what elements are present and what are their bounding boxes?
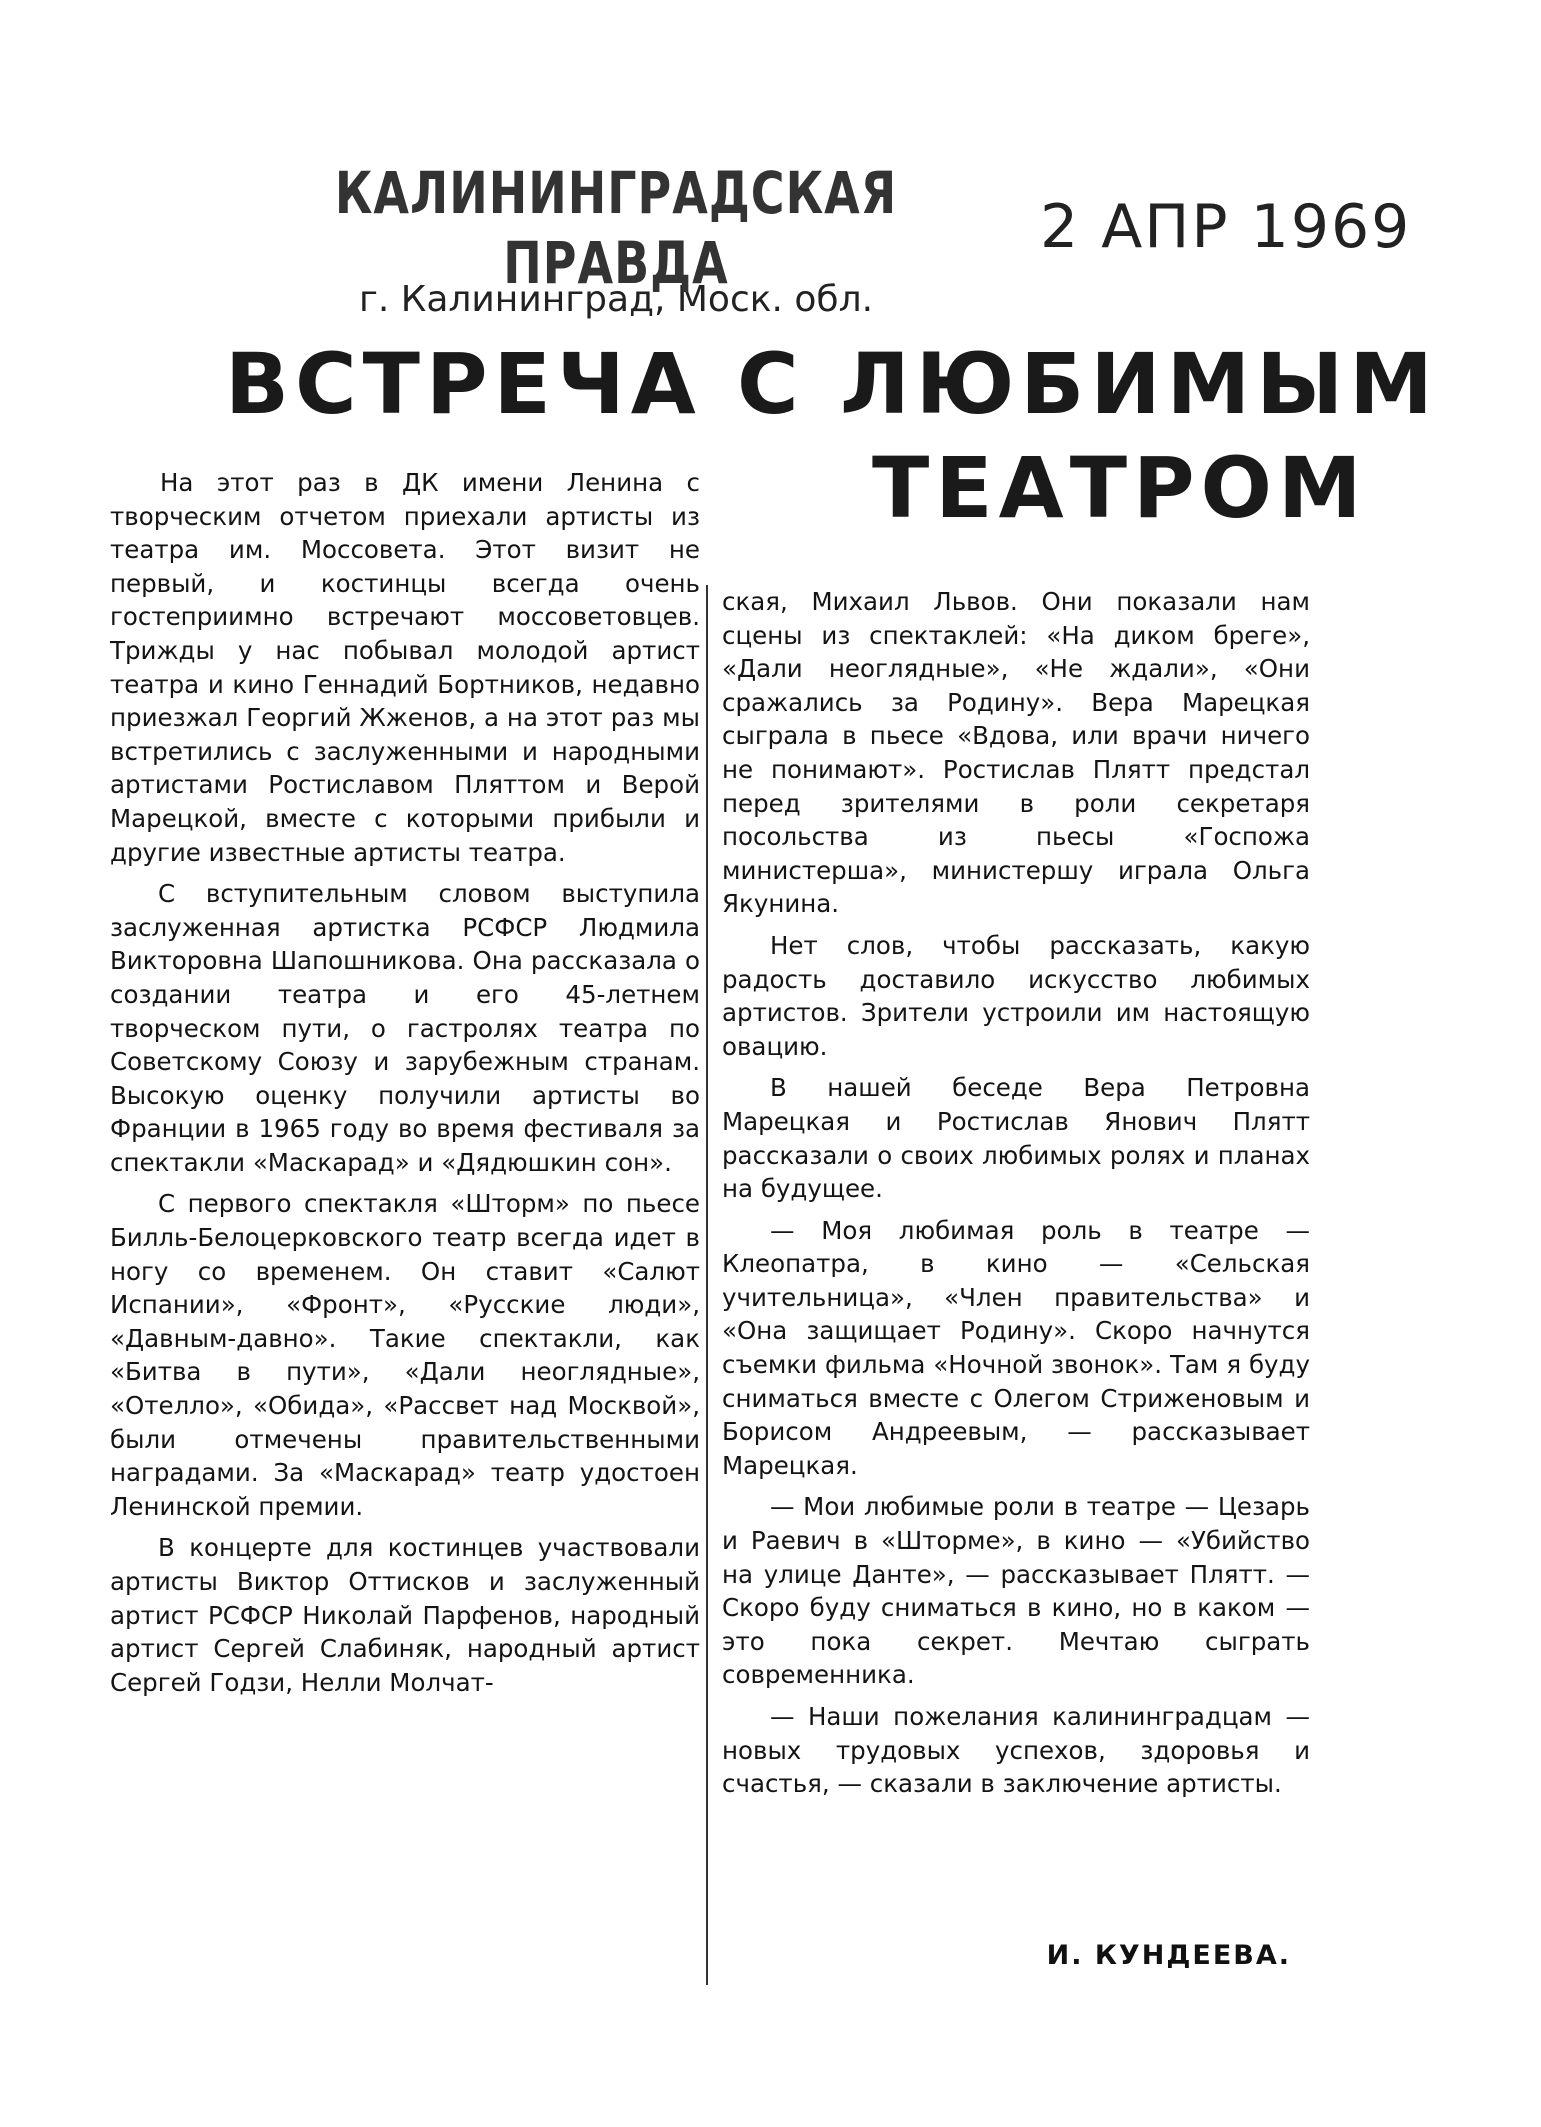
paragraph: — Моя любимая роль в театре — Клеопатра, в кино — «Сельская учительница», «Член правительства» и «Она защищает Родину». Скоро начнутся съемки фильма «Ночной звонок». Там я буду сниматься вместе с Олегом Стриженовым и Борисом Андреевым, — рассказывает Марецкая.	[722, 1215, 1310, 1480]
author-signature: И. КУНДЕЕВА.	[1046, 1940, 1291, 1971]
paragraph: — Наши пожелания калининградцам — новых трудовых успехов, здоровья и счастья, — сказали в заключение артисты.	[722, 1702, 1310, 1799]
paragraph: В нашей беседе Вера Петровна Марецкая и Ростислав Янович Плятт рассказали о своих любимых ролях и планах на будущее.	[722, 1073, 1310, 1204]
column-divider	[706, 585, 708, 1985]
paragraph: С вступительным словом выступила заслуженная артистка РСФСР Людмила Викторовна Шапошникова. Она рассказала о создании театра и его 45-летнем творческом пути, о гастролях театра по Советскому Союзу и зарубежным странам. Высокую оценку получили артисты во Франции в 1965 году во время фестиваля за спектакли «Маскарад» и «Дядюшкин сон».	[110, 879, 700, 1177]
paragraph: С первого спектакля «Шторм» по пьесе Билль-Белоцерковского театр всегда идет в ногу со временем. Он ставит «Салют Испании», «Фронт», «Русские люди», «Давным-давно». Такие спектакли, как «Битва в пути», «Дали неоглядные», «Отелло», «Обида», «Рассвет над Москвой», были отмечены правительственными наградами. За «Маскарад» театр удостоен Ленинской премии.	[110, 1189, 700, 1521]
headline-line-1: ВСТРЕЧА С ЛЮБИМЫМ	[225, 335, 1439, 433]
article-left-column	[110, 466, 700, 1707]
paragraph: На этот раз в ДК имени Ленина с творческим отчетом приехали артисты из театра им. Моссовета. Этот визит не первый, и костинцы всегда очень гостеприимно встречают моссоветовцев. Трижды у нас побывал молодой артист театра и кино Геннадий Бортников, недавно приезжал Георгий Жженов, а на этот раз мы встретились с заслуженными и народными артистами Ростиславом Пляттом и Верой Марецкой, вместе с которыми прибыли и другие известные артисты театра.	[110, 468, 700, 867]
paragraph: В концерте для костинцев участвовали артисты Виктор Оттисков и заслуженный артист РСФСР Николай Парфенов, народный артист Сергей Слабиняк, народный артист Сергей Годзи, Нелли Молчат-	[110, 1533, 700, 1697]
paragraph: — Мои любимые роли в театре — Цезарь и Раевич в «Шторме», в кино — «Убийство на улице Данте», — рассказывает Плятт. — Скоро буду сниматься в кино, но в каком — это пока секрет. Мечтаю сыграть современника.	[722, 1492, 1310, 1690]
paragraph: Нет слов, чтобы рассказать, какую радость доставило искусство любимых артистов. Зрители устроили им настоящую овацию.	[722, 930, 1310, 1061]
newspaper-city: г. Калининград, Моск. обл.	[358, 279, 874, 320]
newspaper-name: КАЛИНИНГРАДСКАЯ ПРАВДА	[334, 159, 898, 297]
paragraph: ская, Михаил Львов. Они показали нам сцены из спектаклей: «На диком бреге», «Дали неоглядные», «Не ждали», «Они сражались за Родину». Вера Марецкая сыграла в пьесе «Вдова, или врачи ничего не понимают». Ростислав Плятт предстал перед зрителями в роли секретаря посольства из пьесы «Госпожа министерша», министершу играла Ольга Якунина.	[722, 587, 1310, 919]
article-right-column	[722, 585, 1310, 1809]
headline-line-2: ТЕАТРОМ	[872, 439, 1368, 537]
date-stamp: 2 АПР 1969	[1040, 192, 1412, 262]
masthead-stamp	[296, 158, 936, 322]
